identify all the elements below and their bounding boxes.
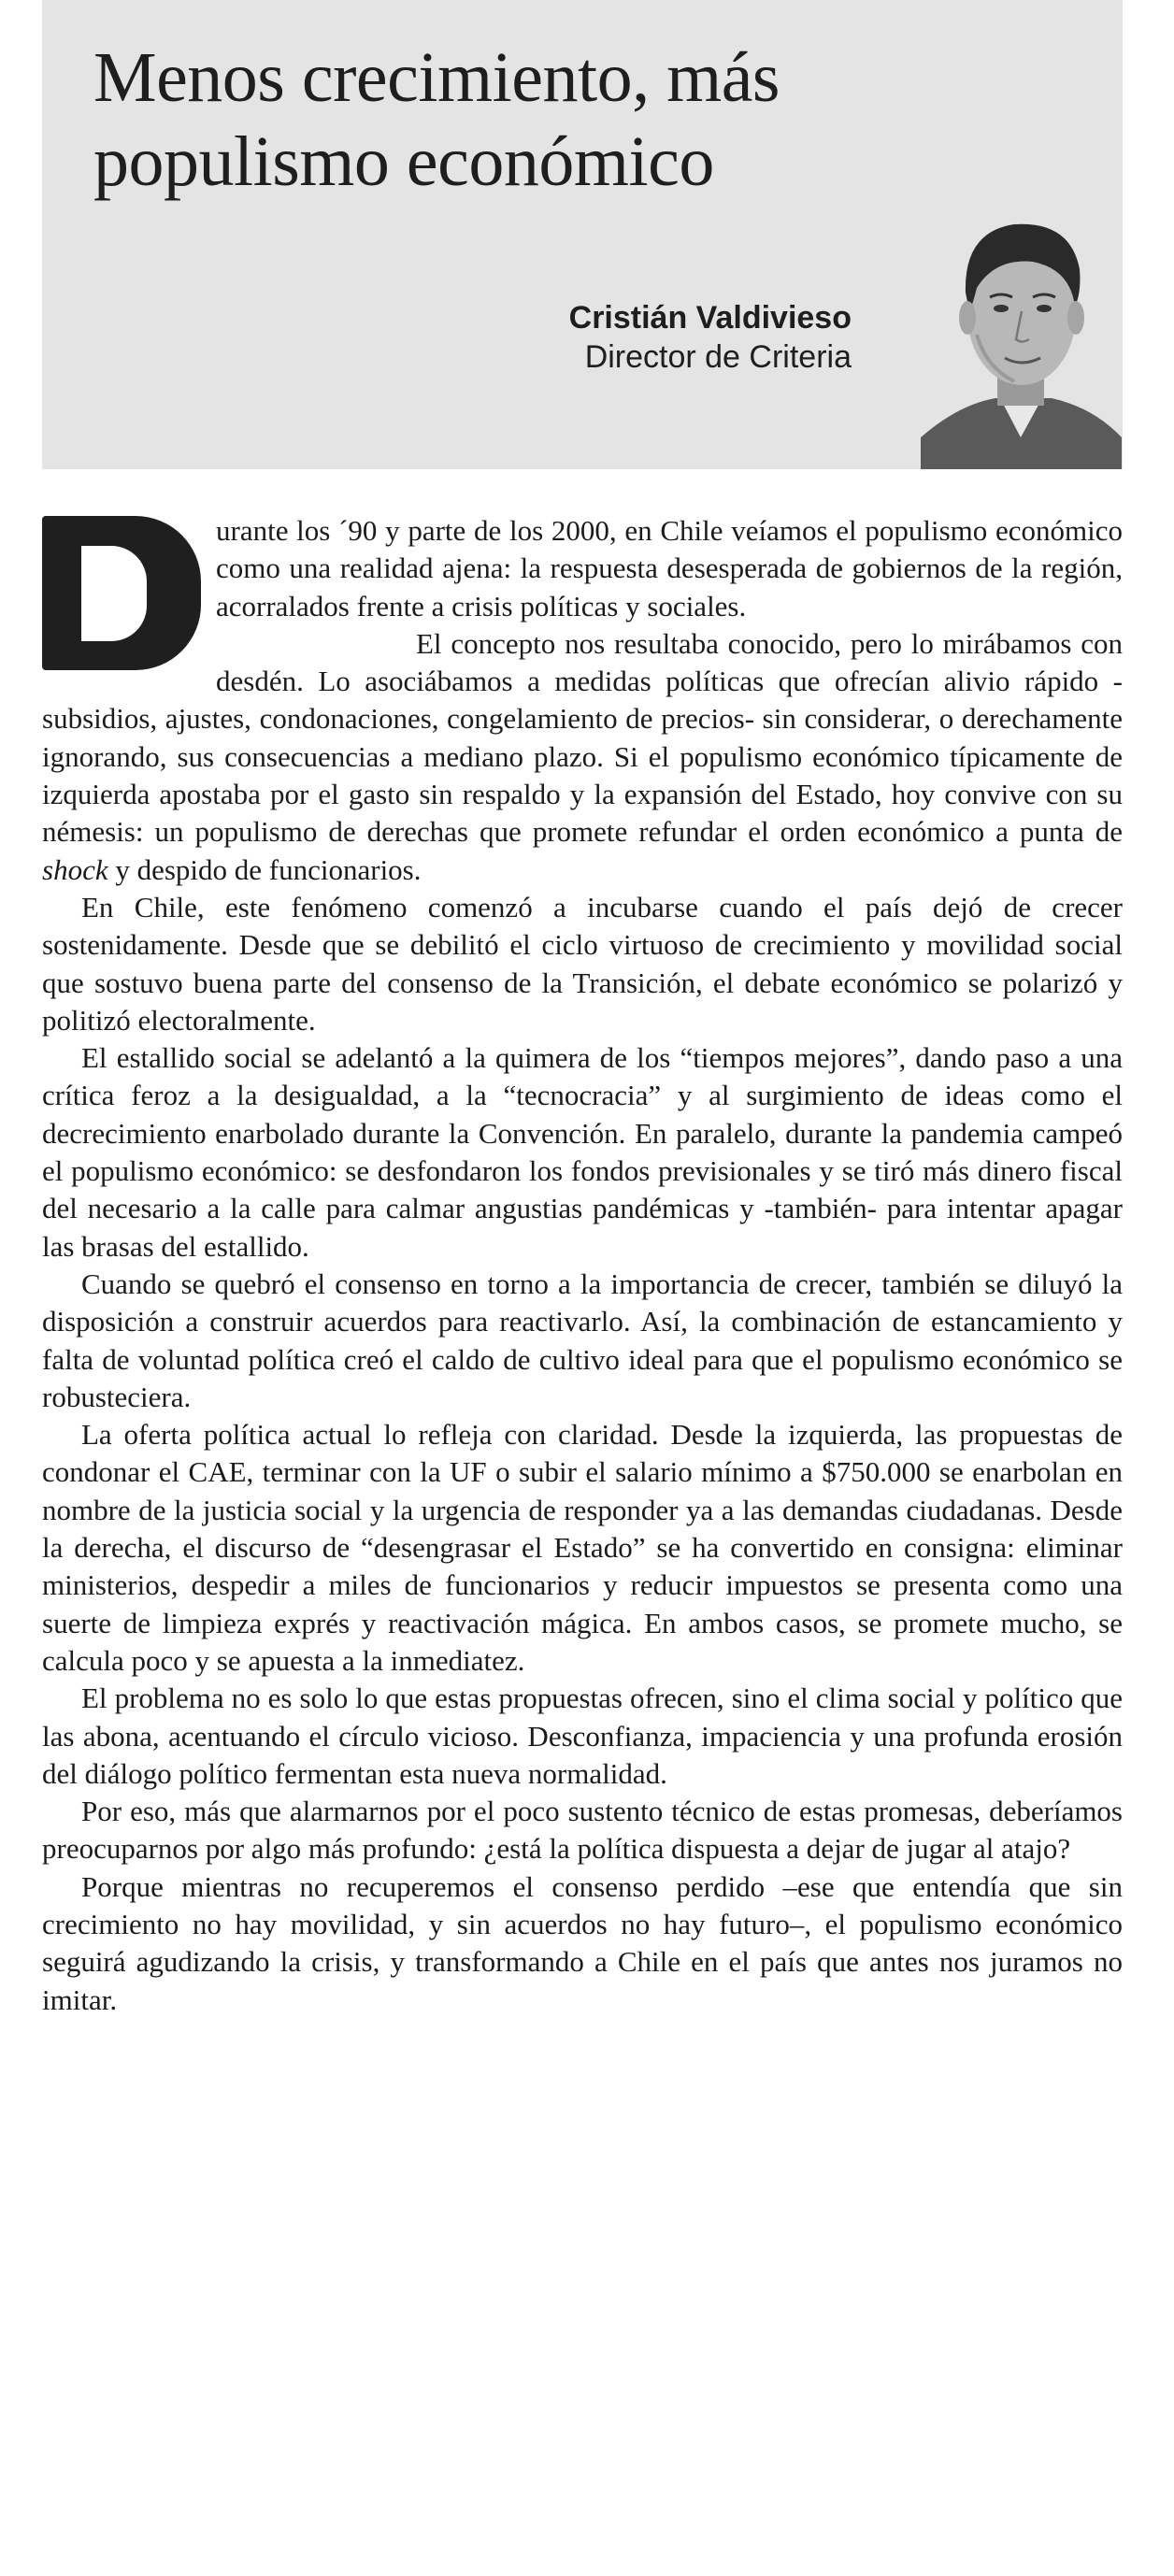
paragraph-text: urante los ´90 y parte de los 2000, en Chile veíamos el populismo económico como una realidad ajena: la respuesta desesperada de gobiernos de la región, acorralados frente a crisis políticas y sociales. [216,514,1123,623]
paragraph-text: El concepto nos resultaba conocido, pero lo mirábamos con desdén. Lo asociábamos a medidas políticas que ofrecían alivio rápido -subsidios, ajustes, condonaciones, congelamiento de precios- sin considerar, o derechamente ignorando, sus consecuencias a mediano plazo. Si el populismo económico típicamente de izquierda apostaba por el gasto sin respaldo y la expansión del Estado, hoy convive con su némesis: un populismo de derechas que promete refundar el orden económico a punta de [42,626,1123,849]
drop-cap [42,516,201,670]
article-paragraph: En Chile, este fenómeno comenzó a incubarse cuando el país dejó de crecer sostenidamente. Desde que se debilitó el ciclo virtuoso de crecimiento y movilidad social que sostuvo buena parte del consenso de la Transición, el debate económico se polarizó y politizó electoralmente. [42,890,1123,1037]
article-header [42,0,1123,469]
author-role: Director de Criteria [584,339,852,375]
author-portrait [921,204,1122,469]
article-body [42,512,1123,2019]
author-name: Cristián Valdivieso [568,300,852,336]
article-paragraph: Por eso, más que alarmarnos por el poco sustento técnico de estas promesas, deberíamos preocuparnos por algo más profundo: ¿está la política dispuesta a dejar de jugar al atajo? [42,1795,1123,1866]
article-paragraph [42,512,1123,625]
paragraph-text: y despido de funcionarios. [115,852,422,886]
article-paragraph: La oferta política actual lo refleja con claridad. Desde la izquierda, las propuestas de condonar el CAE, terminar con la UF o subir el salario mínimo a $750.000 se enarbolan en nombre de la justicia social y la urgencia de responder ya a las demandas ciudadanas. Desde la derecha, el discurso de “desengrasar el Estado” se ha convertido en consigna: eliminar ministerios, despedir a miles de funcionarios y reducir impuestos se presenta como una suerte de limpieza exprés y reactivación mágica. En ambos casos, se promete mucho, se calcula poco y se apuesta a la inmediatez. [42,1418,1123,1677]
article-paragraph: Cuando se quebró el consenso en torno a la importancia de crecer, también se diluyó la disposición a construir acuerdos para reactivarlo. Así, la combinación de estancamiento y falta de voluntad política creó el caldo de cultivo ideal para que el populismo económico se robusteciera. [42,1267,1123,1413]
article-paragraph: El estallido social se adelantó a la quimera de los “tiempos mejores”, dando paso a una crítica feroz a la desigualdad, a la “tecnocracia” y al surgimiento de ideas como el decrecimiento enarbolado durante la Convención. En paralelo, durante la pandemia campeó el populismo económico: se desfondaron los fondos previsionales y se tiró más dinero fiscal del necesario a la calle para calmar angustias pandémicas y -también- para intentar apagar las brasas del estallido. [42,1041,1123,1263]
italic-term: shock [42,852,108,886]
article-paragraph: El problema no es solo lo que estas propuestas ofrecen, sino el clima social y político que las abona, acentuando el círculo vicioso. Desconfianza, impaciencia y una profunda erosión del diálogo político fermentan esta nueva normalidad. [42,1682,1123,1790]
article-paragraph: Porque mientras no recuperemos el consenso perdido –ese que entendía que sin crecimiento no hay movilidad, y sin acuerdos no hay futuro–, el populismo económico seguirá agudizando la crisis, y transformando a Chile en el país que antes nos juramos no imitar. [42,1869,1123,2016]
article-title: Menos crecimiento, más populismo económico [93,38,780,201]
article-paragraph [42,625,1123,889]
